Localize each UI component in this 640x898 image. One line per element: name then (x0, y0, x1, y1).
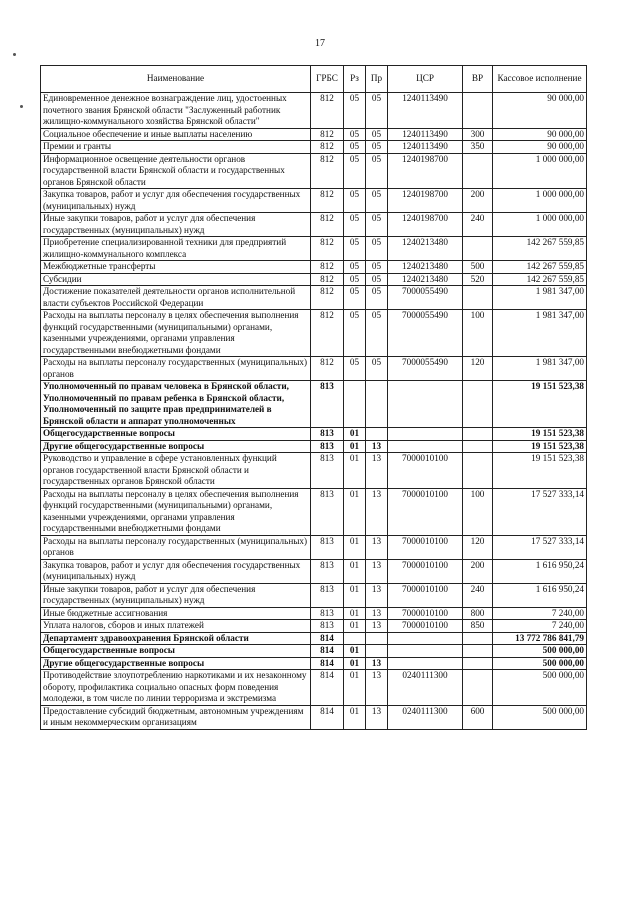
row-amount-cell: 19 151 523,38 (493, 453, 587, 489)
row-amount-cell: 500 000,00 (493, 645, 587, 658)
row-vr-cell (463, 440, 493, 453)
row-name-cell: Социальное обеспечение и иные выплаты населению (41, 128, 311, 141)
row-grbs-cell: 814 (311, 657, 344, 670)
row-pr-cell: 05 (366, 237, 388, 261)
row-pr-cell: 05 (366, 153, 388, 189)
row-csr-cell: 7000010100 (388, 488, 463, 535)
row-csr-cell: 7000010100 (388, 583, 463, 607)
row-csr-cell: 1240198700 (388, 189, 463, 213)
table-row (41, 705, 587, 729)
row-amount-cell: 90 000,00 (493, 141, 587, 154)
table-row (41, 93, 587, 129)
row-csr-cell: 7000010100 (388, 453, 463, 489)
row-rz-cell: 01 (344, 428, 366, 441)
row-grbs-cell: 813 (311, 620, 344, 633)
row-rz-cell: 05 (344, 213, 366, 237)
row-rz-cell: 05 (344, 286, 366, 310)
row-name-cell: Департамент здравоохранения Брянской области (41, 632, 311, 645)
row-vr-cell: 240 (463, 213, 493, 237)
row-name-cell: Руководство и управление в сфере установленных функций органов государственной власти Брянской области и государственных органов Брянской области (41, 453, 311, 489)
scan-artifact (13, 53, 16, 56)
row-rz-cell: 05 (344, 261, 366, 274)
row-name-cell: Расходы на выплаты персоналу в целях обеспечения выполнения функций государственными (муниципальными) органами, казенными учреждениями, органами управления государственными внебюджетными фондами (41, 488, 311, 535)
row-amount-cell: 500 000,00 (493, 705, 587, 729)
row-name-cell: Расходы на выплаты персоналу государственных (муниципальных) органов (41, 535, 311, 559)
header-rz: Рз (344, 66, 366, 93)
row-amount-cell: 90 000,00 (493, 93, 587, 129)
row-csr-cell: 1240213480 (388, 261, 463, 274)
row-csr-cell: 7000010100 (388, 620, 463, 633)
row-pr-cell: 05 (366, 286, 388, 310)
row-rz-cell: 01 (344, 645, 366, 658)
row-csr-cell: 1240113490 (388, 93, 463, 129)
row-vr-cell: 600 (463, 705, 493, 729)
row-grbs-cell: 814 (311, 645, 344, 658)
row-rz-cell: 01 (344, 453, 366, 489)
table-row (41, 189, 587, 213)
row-amount-cell: 500 000,00 (493, 657, 587, 670)
row-vr-cell: 240 (463, 583, 493, 607)
row-amount-cell: 500 000,00 (493, 670, 587, 706)
row-grbs-cell: 813 (311, 453, 344, 489)
row-pr-cell: 05 (366, 261, 388, 274)
row-vr-cell: 100 (463, 488, 493, 535)
row-rz-cell: 01 (344, 657, 366, 670)
row-grbs-cell: 812 (311, 357, 344, 381)
table-row (41, 381, 587, 428)
row-rz-cell: 05 (344, 153, 366, 189)
row-vr-cell: 520 (463, 273, 493, 286)
row-csr-cell: 1240113490 (388, 141, 463, 154)
row-rz-cell: 01 (344, 440, 366, 453)
row-rz-cell (344, 381, 366, 428)
row-csr-cell: 1240113490 (388, 128, 463, 141)
row-rz-cell: 05 (344, 237, 366, 261)
row-pr-cell: 13 (366, 440, 388, 453)
table-row (41, 657, 587, 670)
row-rz-cell: 05 (344, 93, 366, 129)
row-name-cell: Информационное освещение деятельности органов государственной власти Брянской области и государственных органов Брянской области (41, 153, 311, 189)
row-vr-cell (463, 453, 493, 489)
row-csr-cell: 1240198700 (388, 153, 463, 189)
row-name-cell: Расходы на выплаты персоналу в целях обеспечения выполнения функций государственными (муниципальными) органами, казенными учреждениями, органами управления государственными внебюджетными фондами (41, 310, 311, 357)
row-pr-cell: 13 (366, 705, 388, 729)
row-pr-cell: 13 (366, 670, 388, 706)
row-pr-cell: 05 (366, 128, 388, 141)
row-pr-cell (366, 428, 388, 441)
row-grbs-cell: 813 (311, 535, 344, 559)
table-row (41, 620, 587, 633)
row-csr-cell (388, 381, 463, 428)
row-amount-cell: 1 981 347,00 (493, 357, 587, 381)
scan-artifact (20, 105, 23, 108)
table-row (41, 632, 587, 645)
row-amount-cell: 1 981 347,00 (493, 310, 587, 357)
row-csr-cell (388, 657, 463, 670)
row-rz-cell: 01 (344, 620, 366, 633)
row-grbs-cell: 814 (311, 632, 344, 645)
row-grbs-cell: 813 (311, 440, 344, 453)
row-vr-cell (463, 428, 493, 441)
row-csr-cell: 7000010100 (388, 607, 463, 620)
row-amount-cell: 1 000 000,00 (493, 213, 587, 237)
row-vr-cell: 300 (463, 128, 493, 141)
row-name-cell: Противодействие злоупотреблению наркотиками и их незаконному обороту, профилактика социально опасных форм поведения молодежи, в том числе по линии терроризма и экстремизма (41, 670, 311, 706)
row-csr-cell (388, 645, 463, 658)
row-csr-cell: 0240111300 (388, 670, 463, 706)
row-amount-cell: 19 151 523,38 (493, 428, 587, 441)
row-vr-cell: 200 (463, 189, 493, 213)
row-pr-cell: 05 (366, 189, 388, 213)
row-grbs-cell: 812 (311, 286, 344, 310)
page-number: 17 (315, 38, 325, 49)
row-name-cell: Единовременное денежное вознаграждение лиц, удостоенных почетного звания Брянской области "Заслуженный работник жилищно-коммунального хозяйства Брянской области" (41, 93, 311, 129)
row-pr-cell: 05 (366, 141, 388, 154)
row-csr-cell: 7000055490 (388, 286, 463, 310)
row-grbs-cell: 812 (311, 213, 344, 237)
table-row (41, 141, 587, 154)
row-rz-cell: 01 (344, 607, 366, 620)
row-csr-cell (388, 428, 463, 441)
row-amount-cell: 1 616 950,24 (493, 583, 587, 607)
row-pr-cell: 05 (366, 273, 388, 286)
row-grbs-cell: 813 (311, 381, 344, 428)
row-vr-cell: 350 (463, 141, 493, 154)
row-vr-cell (463, 93, 493, 129)
row-amount-cell: 17 527 333,14 (493, 488, 587, 535)
table-row (41, 286, 587, 310)
row-grbs-cell: 813 (311, 488, 344, 535)
row-amount-cell: 1 616 950,24 (493, 559, 587, 583)
row-vr-cell (463, 670, 493, 706)
table-row (41, 428, 587, 441)
table-row (41, 670, 587, 706)
row-csr-cell: 1240213480 (388, 273, 463, 286)
row-grbs-cell: 813 (311, 428, 344, 441)
row-name-cell: Общегосударственные вопросы (41, 645, 311, 658)
table-row (41, 440, 587, 453)
table-row (41, 453, 587, 489)
row-pr-cell: 13 (366, 559, 388, 583)
row-rz-cell: 01 (344, 559, 366, 583)
table-row (41, 357, 587, 381)
row-pr-cell: 05 (366, 357, 388, 381)
header-vr: ВР (463, 66, 493, 93)
row-csr-cell: 7000055490 (388, 310, 463, 357)
row-vr-cell (463, 381, 493, 428)
row-name-cell: Премии и гранты (41, 141, 311, 154)
row-vr-cell: 200 (463, 559, 493, 583)
table-row (41, 273, 587, 286)
budget-execution-table (40, 65, 587, 730)
table-row (41, 153, 587, 189)
row-grbs-cell: 812 (311, 128, 344, 141)
header-csr: ЦСР (388, 66, 463, 93)
row-vr-cell: 120 (463, 357, 493, 381)
row-csr-cell (388, 632, 463, 645)
row-vr-cell: 120 (463, 535, 493, 559)
row-grbs-cell: 812 (311, 273, 344, 286)
table-row (41, 535, 587, 559)
row-pr-cell (366, 632, 388, 645)
row-vr-cell (463, 286, 493, 310)
row-amount-cell: 1 000 000,00 (493, 153, 587, 189)
row-name-cell: Достижение показателей деятельности органов исполнительной власти субъектов Российской Федерации (41, 286, 311, 310)
row-rz-cell: 01 (344, 705, 366, 729)
row-amount-cell: 142 267 559,85 (493, 261, 587, 274)
row-vr-cell (463, 632, 493, 645)
table-header-row (41, 66, 587, 93)
row-name-cell: Межбюджетные трансферты (41, 261, 311, 274)
row-grbs-cell: 814 (311, 670, 344, 706)
row-name-cell: Субсидии (41, 273, 311, 286)
row-grbs-cell: 812 (311, 237, 344, 261)
row-name-cell: Уплата налогов, сборов и иных платежей (41, 620, 311, 633)
row-amount-cell: 142 267 559,85 (493, 237, 587, 261)
row-name-cell: Уполномоченный по правам человека в Брянской области, Уполномоченный по правам ребенка в Брянской области, Уполномоченный по защите прав предпринимателей в Брянской области и аппарат уполномоченных (41, 381, 311, 428)
row-rz-cell: 05 (344, 273, 366, 286)
row-vr-cell (463, 237, 493, 261)
row-vr-cell (463, 645, 493, 658)
row-pr-cell: 13 (366, 657, 388, 670)
row-amount-cell: 1 981 347,00 (493, 286, 587, 310)
row-grbs-cell: 814 (311, 705, 344, 729)
row-amount-cell: 19 151 523,38 (493, 381, 587, 428)
row-rz-cell: 01 (344, 488, 366, 535)
row-grbs-cell: 812 (311, 141, 344, 154)
header-pr: Пр (366, 66, 388, 93)
row-name-cell: Приобретение специализированной техники для предприятий жилищно-коммунального комплекса (41, 237, 311, 261)
row-rz-cell: 05 (344, 357, 366, 381)
row-vr-cell: 100 (463, 310, 493, 357)
row-amount-cell: 13 772 786 841,79 (493, 632, 587, 645)
row-grbs-cell: 813 (311, 559, 344, 583)
row-rz-cell: 05 (344, 189, 366, 213)
row-grbs-cell: 812 (311, 93, 344, 129)
table-row (41, 128, 587, 141)
row-amount-cell: 19 151 523,38 (493, 440, 587, 453)
row-amount-cell: 1 000 000,00 (493, 189, 587, 213)
row-amount-cell: 90 000,00 (493, 128, 587, 141)
row-pr-cell (366, 645, 388, 658)
row-name-cell: Предоставление субсидий бюджетным, автономным учреждениям и иным некоммерческим организациям (41, 705, 311, 729)
row-pr-cell: 13 (366, 607, 388, 620)
table-row (41, 237, 587, 261)
table-row (41, 261, 587, 274)
row-pr-cell: 05 (366, 213, 388, 237)
row-name-cell: Иные закупки товаров, работ и услуг для обеспечения государственных (муниципальных) нужд (41, 583, 311, 607)
table-row (41, 583, 587, 607)
row-csr-cell (388, 440, 463, 453)
row-vr-cell (463, 153, 493, 189)
row-csr-cell: 7000010100 (388, 535, 463, 559)
row-grbs-cell: 813 (311, 583, 344, 607)
row-pr-cell: 13 (366, 535, 388, 559)
header-amount: Кассовое исполнение (493, 66, 587, 93)
row-pr-cell: 13 (366, 453, 388, 489)
table-row (41, 559, 587, 583)
table-row (41, 310, 587, 357)
row-csr-cell: 1240198700 (388, 213, 463, 237)
row-grbs-cell: 813 (311, 607, 344, 620)
row-vr-cell: 800 (463, 607, 493, 620)
row-name-cell: Закупка товаров, работ и услуг для обеспечения государственных (муниципальных) нужд (41, 559, 311, 583)
row-name-cell: Другие общегосударственные вопросы (41, 440, 311, 453)
row-name-cell: Иные бюджетные ассигнования (41, 607, 311, 620)
header-grbs: ГРБС (311, 66, 344, 93)
row-pr-cell: 13 (366, 620, 388, 633)
row-name-cell: Иные закупки товаров, работ и услуг для обеспечения государственных (муниципальных) нужд (41, 213, 311, 237)
row-csr-cell: 1240213480 (388, 237, 463, 261)
row-vr-cell (463, 657, 493, 670)
row-rz-cell: 05 (344, 128, 366, 141)
row-vr-cell: 850 (463, 620, 493, 633)
table-row (41, 607, 587, 620)
row-pr-cell: 13 (366, 583, 388, 607)
row-csr-cell: 0240111300 (388, 705, 463, 729)
row-rz-cell: 05 (344, 141, 366, 154)
row-grbs-cell: 812 (311, 189, 344, 213)
row-amount-cell: 17 527 333,14 (493, 535, 587, 559)
row-grbs-cell: 812 (311, 153, 344, 189)
row-pr-cell: 05 (366, 93, 388, 129)
row-pr-cell (366, 381, 388, 428)
row-name-cell: Другие общегосударственные вопросы (41, 657, 311, 670)
row-rz-cell: 01 (344, 670, 366, 706)
row-grbs-cell: 812 (311, 310, 344, 357)
row-csr-cell: 7000055490 (388, 357, 463, 381)
table-row (41, 488, 587, 535)
row-csr-cell: 7000010100 (388, 559, 463, 583)
row-name-cell: Закупка товаров, работ и услуг для обеспечения государственных (муниципальных) нужд (41, 189, 311, 213)
row-vr-cell: 500 (463, 261, 493, 274)
row-rz-cell (344, 632, 366, 645)
row-pr-cell: 05 (366, 310, 388, 357)
table-row (41, 213, 587, 237)
row-rz-cell: 01 (344, 583, 366, 607)
row-rz-cell: 05 (344, 310, 366, 357)
header-name: Наименование (41, 66, 311, 93)
row-name-cell: Расходы на выплаты персоналу государственных (муниципальных) органов (41, 357, 311, 381)
table-row (41, 645, 587, 658)
row-grbs-cell: 812 (311, 261, 344, 274)
row-amount-cell: 7 240,00 (493, 620, 587, 633)
row-name-cell: Общегосударственные вопросы (41, 428, 311, 441)
row-rz-cell: 01 (344, 535, 366, 559)
row-amount-cell: 7 240,00 (493, 607, 587, 620)
row-pr-cell: 13 (366, 488, 388, 535)
row-amount-cell: 142 267 559,85 (493, 273, 587, 286)
